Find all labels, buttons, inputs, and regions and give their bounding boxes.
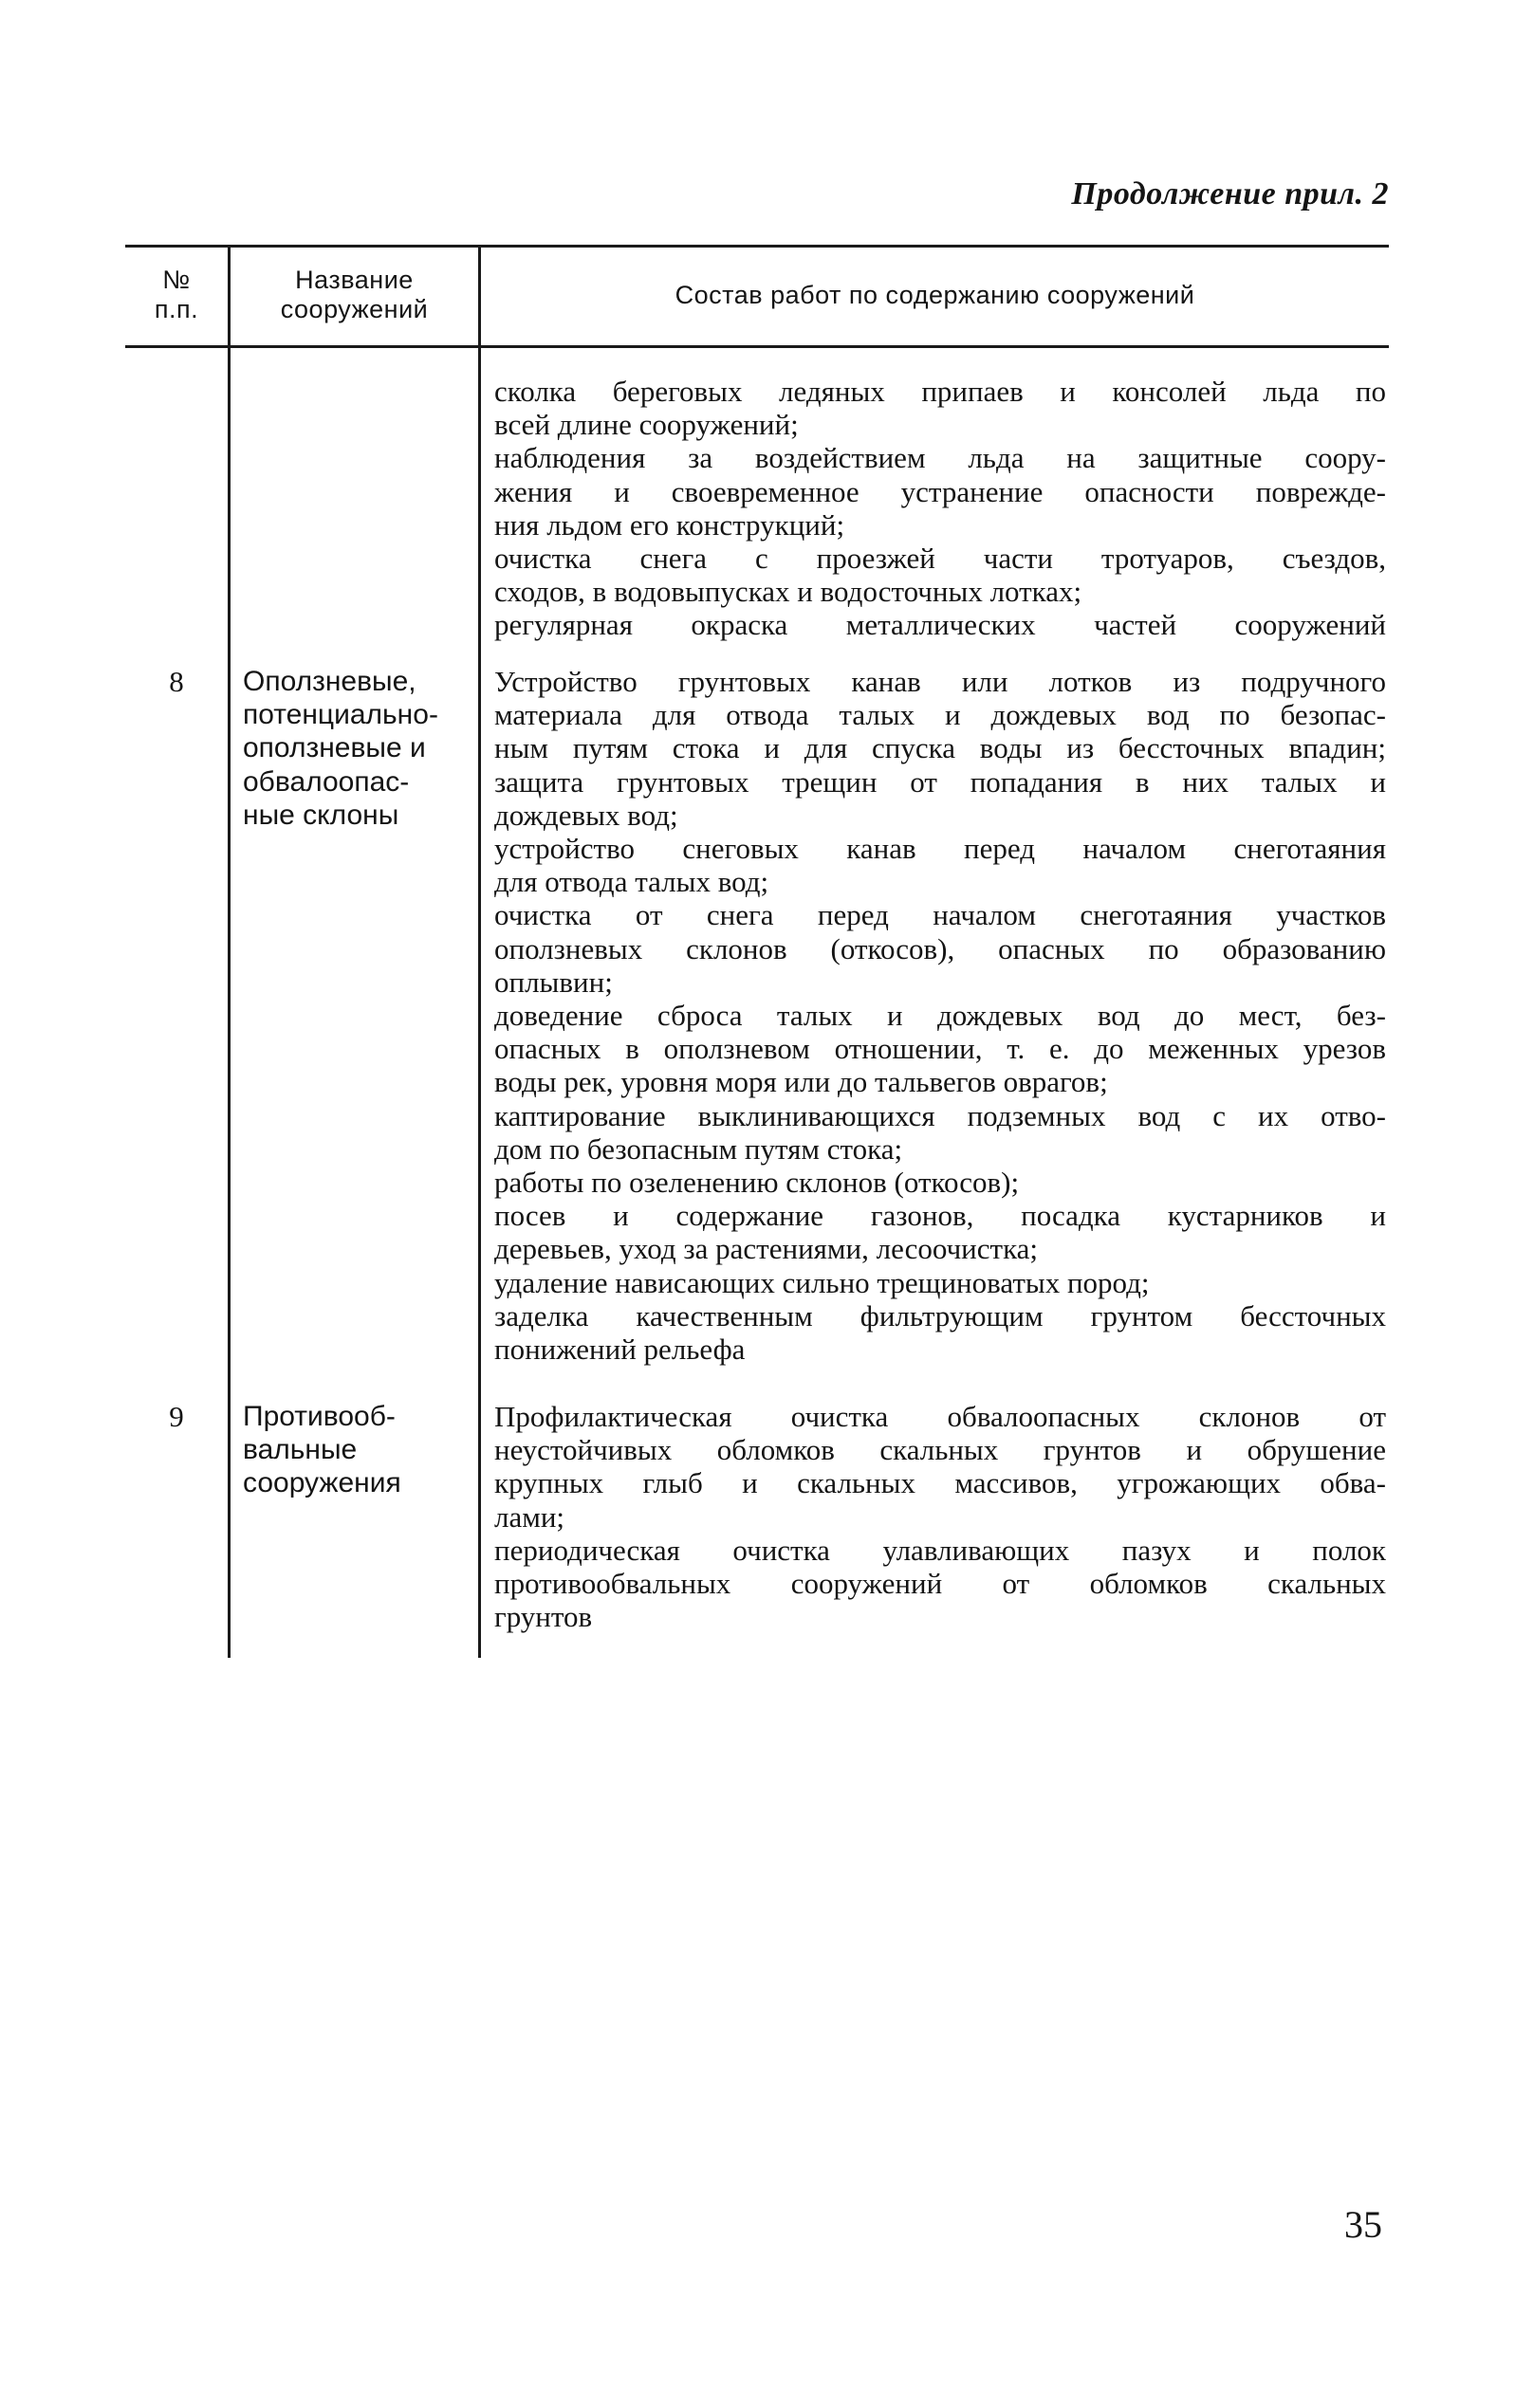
works-line: неустойчивых обломков скальных грунтов и обрушение	[494, 1433, 1386, 1467]
name-line: Противооб-	[243, 1401, 396, 1432]
row-name	[243, 665, 474, 832]
row-name	[243, 1400, 474, 1500]
name-line: ные склоны	[243, 799, 399, 831]
works-line: крупных глыб и скальных массивов, угрожающих обва-	[494, 1466, 1386, 1500]
works-line: наблюдения за воздействием льда на защитные соору-	[494, 441, 1386, 475]
row-works	[494, 375, 1386, 642]
works-line: каптирование выклинивающихся подземных вод с их отво-	[494, 1098, 1386, 1132]
header-num-line: №	[162, 266, 191, 294]
header-works-line: Состав работ по содержанию сооружений	[675, 280, 1195, 309]
works-line: Устройство грунтовых канав или лотков из подручного	[494, 665, 1386, 698]
works-line: очистка снега с проезжей части тротуаров, съездов,	[494, 542, 1386, 576]
works-line: материала для отвода талых и дождевых вод по безопас-	[494, 698, 1386, 732]
row-works	[494, 1400, 1386, 1633]
works-line: периодическая очистка улавливающих пазух и полок	[494, 1533, 1386, 1567]
works-line: опасных в оползневом отношении, т. е. до меженных урезов	[494, 1032, 1386, 1066]
works-line: очистка от снега перед началом снеготаяния участков	[494, 898, 1386, 932]
works-line: противообвальных сооружений от обломков скальных	[494, 1567, 1386, 1601]
row-number: 9	[169, 1400, 184, 1433]
works-line: понижений рельефа	[494, 1333, 746, 1367]
works-line: сходов, в водовыпусках и водосточных лотках;	[494, 575, 1082, 609]
works-line: деревьев, уход за растениями, лесоочистка;	[494, 1232, 1039, 1266]
works-line: лами;	[494, 1499, 565, 1534]
name-line: вальные	[243, 1434, 358, 1466]
header-num-line: п.п.	[154, 295, 199, 323]
column-divider-1	[228, 245, 231, 1658]
name-line: оползневые и	[243, 732, 426, 764]
works-line: удаление нависающих сильно трещиноватых пород;	[494, 1265, 1150, 1299]
works-line: посев и содержание газонов, посадка кустарников и	[494, 1199, 1386, 1233]
works-line: воды рек, уровня моря или до тальвегов оврагов;	[494, 1065, 1108, 1099]
works-line: регулярная окраска металлических частей сооружений	[494, 608, 1386, 642]
works-line: сколка береговых ледяных припаев и консолей льда по	[494, 375, 1386, 408]
header-name-line: сооружений	[280, 295, 429, 323]
works-line: дождевых вод;	[494, 798, 678, 832]
works-line: доведение сброса талых и дождевых вод до мест, без-	[494, 999, 1386, 1033]
works-line: жения и своевременное устранение опасности поврежде-	[494, 474, 1386, 508]
header-name-line: Название	[295, 266, 414, 294]
works-line: оползневых склонов (откосов), опасных по образованию	[494, 931, 1386, 965]
works-line: устройство снеговых канав перед началом снеготаяния	[494, 832, 1386, 866]
name-line: Оползневые,	[243, 666, 416, 697]
continuation-heading: Продолжение прил. 2	[1071, 176, 1389, 211]
works-line: ния льдом его конструкций;	[494, 507, 845, 542]
works-line: работы по озеленению склонов (откосов);	[494, 1166, 1020, 1200]
works-line: заделка качественным фильтрующим грунтом бессточных	[494, 1298, 1386, 1333]
column-divider-2	[478, 245, 481, 1658]
table-header-rule	[125, 345, 1389, 348]
works-line: дом по безопасным путям стока;	[494, 1131, 903, 1166]
works-line: ным путям стока и для спуска воды из бессточных впадин;	[494, 731, 1386, 765]
works-line: оплывин;	[494, 965, 613, 999]
page-number: 35	[1344, 2203, 1382, 2246]
row-number: 8	[169, 665, 184, 698]
name-line: обвалоопас-	[243, 765, 410, 798]
row-works	[494, 665, 1386, 1366]
works-line: для отвода талых вод;	[494, 865, 769, 899]
header-num	[125, 245, 228, 345]
name-line: сооружения	[243, 1467, 401, 1499]
header-works	[481, 245, 1389, 345]
name-line: потенциально-	[243, 699, 438, 731]
works-line: Профилактическая очистка обвалоопасных склонов от	[494, 1400, 1386, 1433]
works-line: грунтов	[494, 1600, 593, 1634]
works-line: всей длине сооружений;	[494, 408, 799, 442]
works-line: защита грунтовых трещин от попадания в них талых и	[494, 764, 1386, 799]
header-name	[231, 245, 478, 345]
works-table	[125, 245, 1389, 1658]
